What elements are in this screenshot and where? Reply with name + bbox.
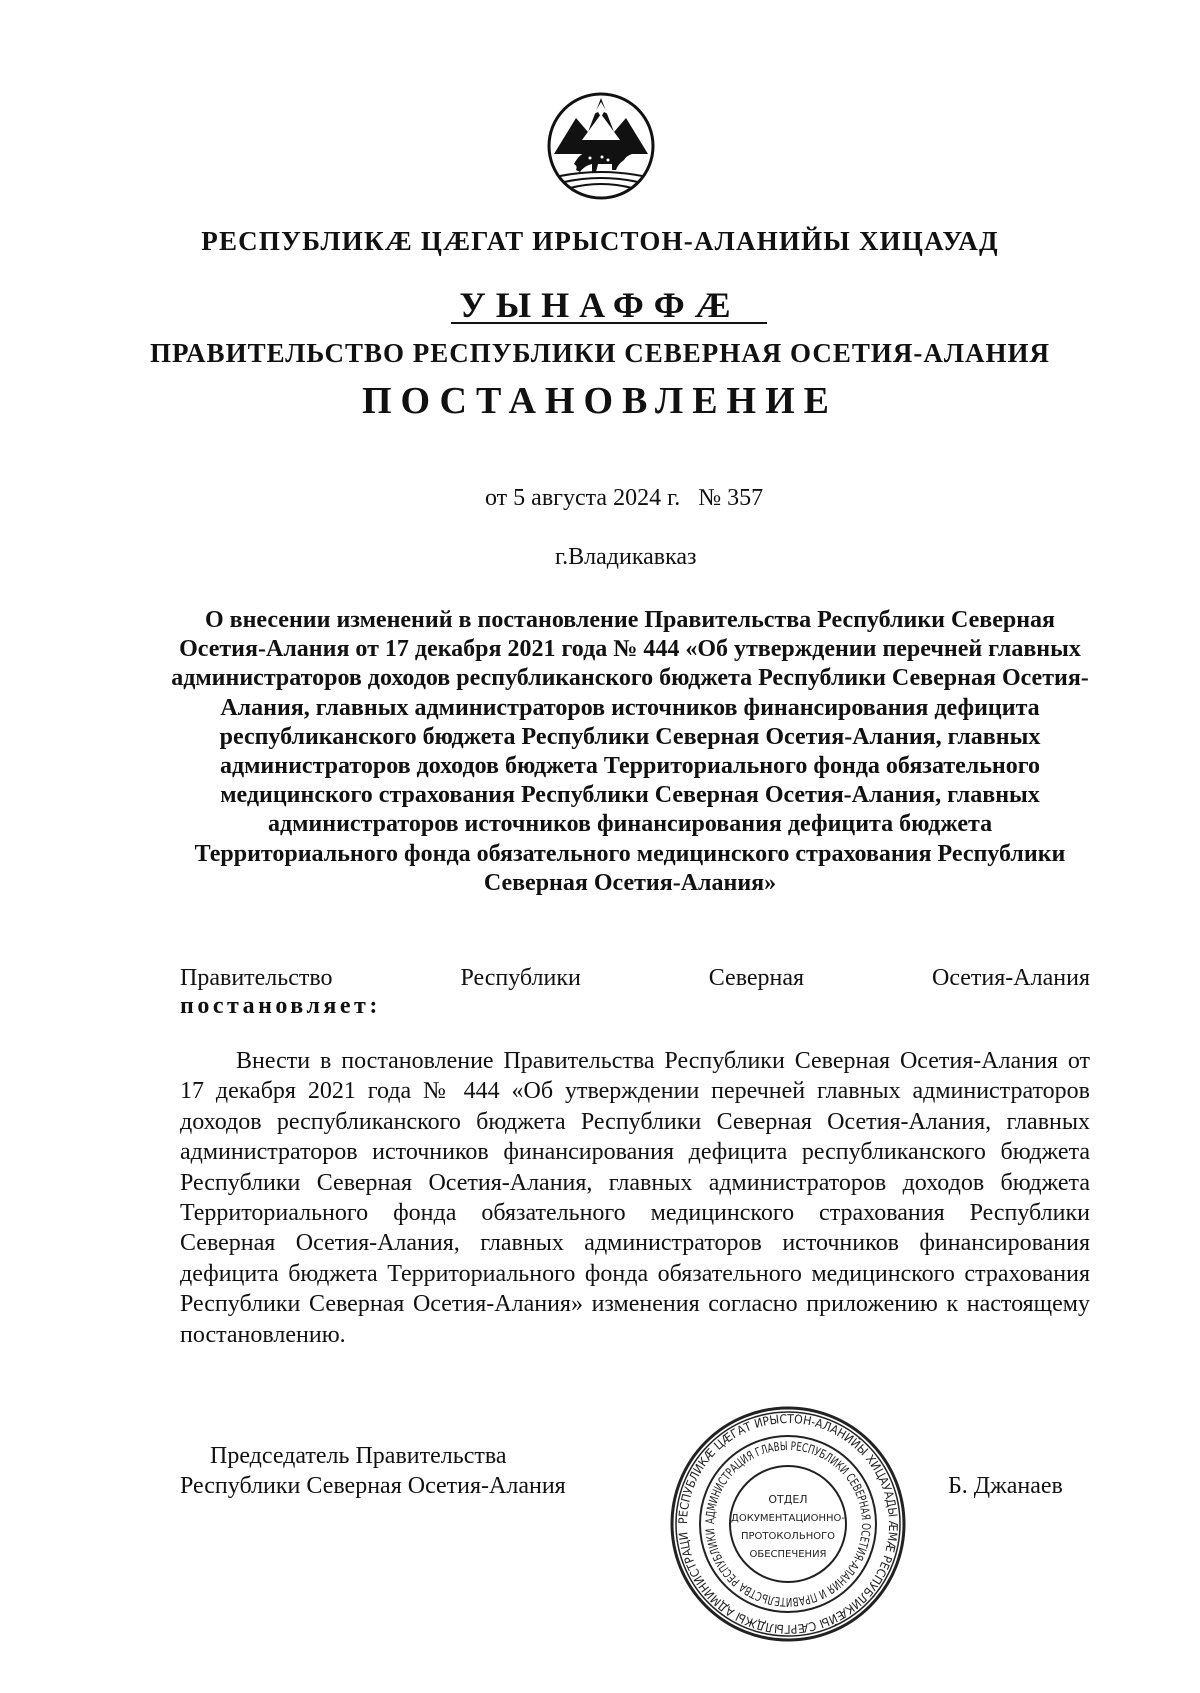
coat-of-arms-emblem bbox=[546, 84, 656, 208]
stamp-center-line: ДОКУМЕНТАЦИОННО- bbox=[731, 1513, 845, 1524]
header-divider bbox=[451, 322, 767, 324]
header-government-russian: ПРАВИТЕЛЬСТВО РЕСПУБЛИКИ СЕВЕРНАЯ ОСЕТИЯ-АЛАНИЯ bbox=[150, 338, 1050, 368]
preamble-word: Республики bbox=[460, 965, 581, 991]
header-decree-ossetian: УЫНАФФÆ bbox=[459, 285, 741, 325]
decree-date-number: от 5 августа 2024 г. № 357 bbox=[485, 485, 764, 511]
signatory-position-line2: Республики Северная Осетия-Алания bbox=[180, 1473, 566, 1499]
stamp-center-line: ОБЕСПЕЧЕНИЯ bbox=[749, 1549, 827, 1560]
header-decree-russian: ПОСТАНОВЛЕНИЕ bbox=[361, 380, 839, 422]
preamble-word: Осетия-Алания bbox=[932, 965, 1090, 991]
preamble-row bbox=[180, 965, 1090, 992]
signatory-name: Б. Джанаев bbox=[948, 1473, 1063, 1499]
decree-city: г.Владикавказ bbox=[555, 544, 697, 570]
stamp-center-line: ОТДЕЛ bbox=[768, 1493, 808, 1506]
stamp-outer-ring-text: РЕСПУБЛИКÆ ЦÆГАТ ИРЫСТОН-АЛАНИЙЫ ХИЦАУАДЫ ÆМÆ РЕСПУБЛИКÆЙЫ СÆРГЫЛДЖЫ АДМИНИСТРАЦИ bbox=[675, 1411, 901, 1637]
decree-title: О внесении изменений в постановление Правительства Республики Северная Осетия-Алания от 17 декабря 2021 года № 444 «Об утверждении перечней главных администраторов доходов республиканского бюджета Республики Северная Осетия-Алания, главных администраторов источников финансирования дефицита республиканского бюджета Республики Северная Осетия-Алания, главных администраторов доходов бюджета Территориального фонда обязательного медицинского страхования Республики Северная Осетия-Алания, главных администраторов источников финансирования дефицита бюджета Территориального фонда обязательного медицинского страхования Республики Северная Осетия-Алания» bbox=[171, 607, 1089, 896]
header-republic-ossetian: РЕСПУБЛИКÆ ЦÆГАТ ИРЫСТОН-АЛАНИЙЫ ХИЦАУАД bbox=[201, 226, 999, 256]
preamble-word: Правительство bbox=[180, 965, 333, 991]
decree-body: Внести в постановление Правительства Республики Северная Осетия-Алания от 17 декабря 2021 года № 444 «Об утверждении перечней главных администраторов доходов республиканского бюджета Республики Северная Осетия-Алания, главных администраторов источников финансирования дефицита республиканского бюджета Республики Северная Осетия-Алания, главных администраторов доходов бюджета Территориального фонда обязательного медицинского страхования Республики Северная Осетия-Алания, главных администраторов источников финансирования дефицита бюджета Территориального фонда обязательного медицинского страхования Республики Северная Осетия-Алания» изменения согласно приложению к настоящему постановлению. bbox=[180, 1048, 1090, 1348]
stamp-center-line: ПРОТОКОЛЬНОГО bbox=[740, 1531, 836, 1542]
preamble-verb: постановляет: bbox=[180, 993, 381, 1019]
signatory-position-line1: Председатель Правительства bbox=[210, 1443, 507, 1469]
official-stamp bbox=[668, 1404, 908, 1644]
stamp-inner-ring-text: АДМИНИСТРАЦИЯ ГЛАВЫ РЕСПУБЛИКИ СЕВЕРНАЯ ОСЕТИЯ-АЛАНИЯ И ПРАВИТЕЛЬСТВА РЕСПУБЛИКИ bbox=[702, 1438, 874, 1610]
preamble-word: Северная bbox=[708, 965, 805, 991]
